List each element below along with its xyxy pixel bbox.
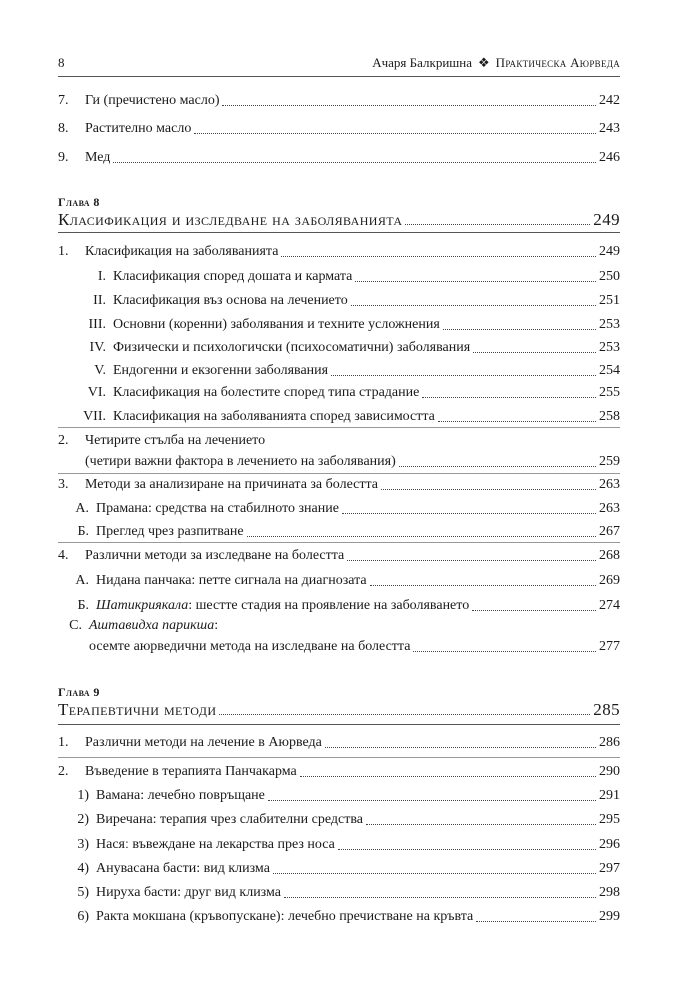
toc-subsection[interactable]: 5) Нируха басти: друг вид клизма 298 [77, 885, 620, 900]
leader-dots [370, 584, 596, 586]
header-right [372, 55, 620, 71]
leader-dots [422, 396, 596, 398]
leader-dots [443, 328, 596, 330]
toc-subsection[interactable]: VI. Класификация на болестите според типа страдание 255 [87, 385, 620, 400]
leader-dots [476, 920, 596, 922]
chapter-rule [58, 232, 620, 233]
leader-dots [247, 535, 596, 537]
leader-dots [113, 161, 596, 163]
toc-section[interactable]: 3. Методи за анализиране на причината за болестта 263 [58, 477, 620, 492]
leader-dots [413, 650, 596, 652]
toc-subsection[interactable]: 1) Вамана: лечебно повръщане 291 [77, 788, 620, 803]
leader-dots [473, 351, 596, 353]
leader-dots [355, 280, 596, 282]
leader-dots [347, 559, 596, 561]
leader-dots [399, 465, 596, 467]
leader-dots [342, 512, 596, 514]
leader-dots [381, 488, 596, 490]
toc-section[interactable]: 1. Класификация на заболяванията 249 [58, 244, 620, 259]
toc-section[interactable]: 1. Различни методи на лечение в Аюрведа 286 [58, 735, 620, 750]
toc-entry[interactable]: 8. Растително масло 243 [58, 121, 620, 136]
leader-dots [222, 104, 596, 106]
leader-dots [472, 609, 596, 611]
toc-subsection[interactable]: II. Класификация въз основа на лечението 251 [93, 293, 620, 308]
leader-dots [338, 848, 596, 850]
toc-subsection[interactable]: VII. Класификация на заболяванията според зависимостта 258 [83, 409, 620, 424]
leader-dots [219, 713, 590, 715]
leader-dots [194, 132, 596, 134]
chapter-label: Глава 8 [58, 195, 100, 209]
toc-subsection[interactable]: IV. Физически и психологичски (психосоматични) заболявания 253 [89, 340, 620, 355]
page-number: 8 [58, 55, 65, 70]
leader-dots [331, 374, 596, 376]
toc-subsection[interactable]: 2) Виречана: терапия чрез слабителни средства 295 [77, 812, 620, 827]
leader-dots [351, 304, 596, 306]
toc-subsection[interactable]: Б. Шатикриякала: шестте стадия на проявление на заболяването 274 [77, 598, 620, 613]
leader-dots [300, 775, 596, 777]
toc-subsection[interactable]: 3) Насяː въвеждане на лекарства през носа 296 [77, 837, 620, 852]
toc-page [58, 0, 620, 999]
leader-dots [366, 823, 596, 825]
toc-section-line1: 2. Четирите стълба на лечението [58, 433, 266, 448]
leader-dots [281, 255, 596, 257]
chapter-label: Глава 9 [58, 685, 100, 699]
leader-dots [284, 896, 596, 898]
section-divider [58, 757, 620, 758]
chapter-heading[interactable]: Класификация и изследване на заболяванията 249 [58, 210, 620, 229]
leader-dots [405, 223, 590, 225]
running-header [58, 55, 620, 75]
toc-subsection-line1: С. Аштавидха парикша: [69, 618, 219, 633]
toc-subsection[interactable]: А. Нидана панчака: петте сигнала на диагнозата 269 [75, 573, 620, 588]
toc-entry[interactable]: 7. Ги (пречистено масло) 242 [58, 93, 620, 108]
toc-subsection[interactable]: 6) Ракта мокшана (кръвопускане): лечебно пречистване на кръвта 299 [77, 909, 620, 924]
toc-subsection[interactable]: Б. Преглед чрез разпитване 267 [77, 524, 620, 539]
chapter-heading[interactable]: Терапевтични методи 285 [58, 700, 620, 719]
toc-subsection[interactable]: I. Класификация според дошата и кармата 250 [97, 269, 620, 284]
leader-dots [268, 799, 596, 801]
chapter-rule [58, 724, 620, 725]
toc-subsection[interactable]: осемте аюрведични метода на изследване на болестта 277 [89, 639, 620, 654]
leader-dots [273, 872, 596, 874]
header-separator: ❖ [478, 55, 490, 70]
section-divider [58, 427, 620, 428]
toc-section[interactable]: (четири важни фактора в лечението на заболявания) 259 [85, 454, 620, 469]
toc-entry[interactable]: 9. Мед 246 [58, 150, 620, 165]
header-title: Практическа Аюрведа [495, 55, 620, 70]
toc-subsection[interactable]: А. Прамана: средства на стабилното знание 263 [75, 501, 620, 516]
toc-section[interactable]: 4. Различни методи за изследване на болестта 268 [58, 548, 620, 563]
header-rule [58, 76, 620, 77]
section-divider [58, 542, 620, 543]
header-author: Ачаря Балкришна [372, 55, 473, 70]
leader-dots [325, 746, 596, 748]
toc-section[interactable]: 2. Въведение в терапията Панчакарма 290 [58, 764, 620, 779]
leader-dots [438, 420, 596, 422]
toc-subsection[interactable]: V. Ендогенни и екзогенни заболявания 254 [94, 363, 620, 378]
toc-subsection[interactable]: 4) Анувасана басти: вид клизма 297 [77, 861, 620, 876]
toc-subsection[interactable]: III. Основни (коренни) заболявания и техните усложнения 253 [88, 317, 620, 332]
